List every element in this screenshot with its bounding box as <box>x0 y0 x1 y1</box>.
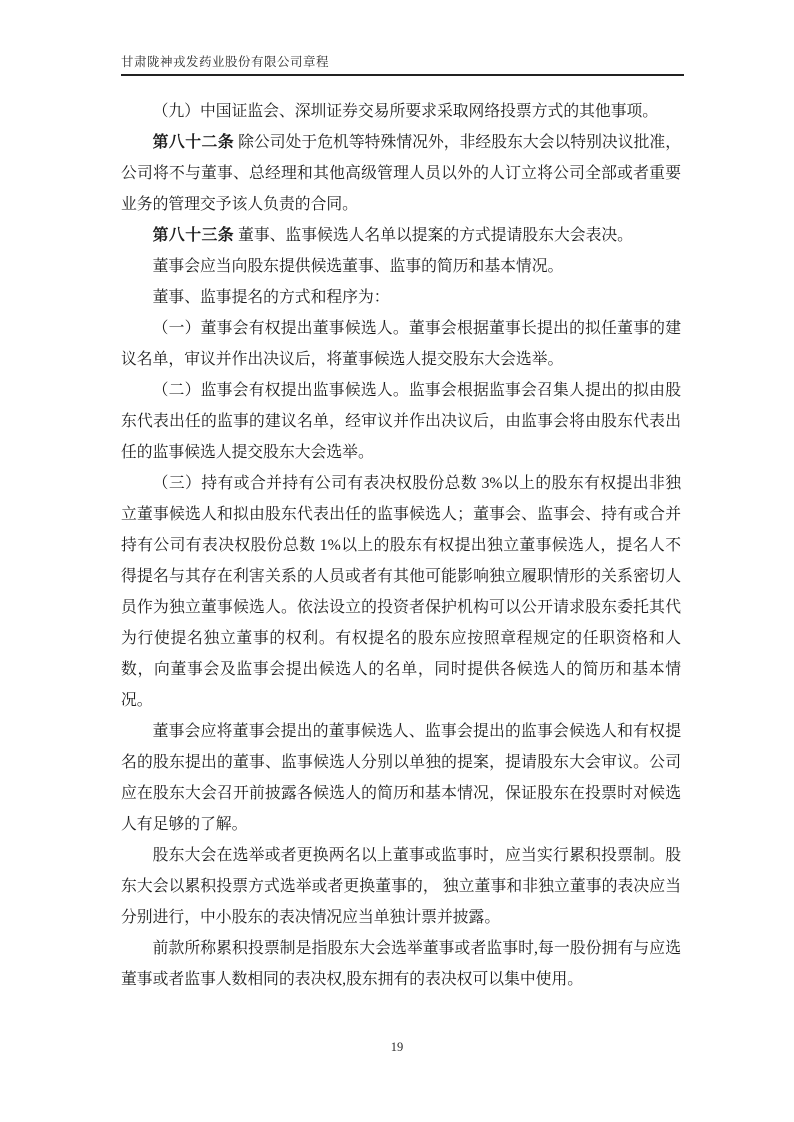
page-number: 19 <box>390 1040 404 1054</box>
paragraph-text: 董事会应当向股东提供候选董事、监事的简历和基本情况。 <box>152 258 564 275</box>
article-number: 第八十三条 <box>152 227 235 244</box>
paragraph <box>121 716 681 840</box>
paragraph-text: 除公司处于危机等特殊情况外，非经股东大会以特别决议批准，公司将不与董事、总经理和其他高级管理人员以外的人订立将公司全部或者重要业务的管理交予该人负责的合同。 <box>121 134 681 213</box>
paragraph <box>121 282 681 313</box>
paragraph <box>121 313 681 375</box>
paragraph <box>121 127 681 220</box>
paragraph-text: （一）董事会有权提出董事候选人。董事会根据董事长提出的拟任董事的建议名单，审议并作出决议后，将董事候选人提交股东大会选举。 <box>121 320 681 368</box>
paragraph <box>121 96 681 127</box>
document-body <box>121 96 681 995</box>
paragraph-text: 董事、监事提名的方式和程序为： <box>152 289 390 306</box>
paragraph <box>121 251 681 282</box>
paragraph <box>121 375 681 468</box>
paragraph <box>121 933 681 995</box>
page-footer <box>0 1038 794 1056</box>
header-divider <box>121 74 684 76</box>
paragraph-text: 股东大会在选举或者更换两名以上董事或监事时，应当实行累积投票制。股东大会以累积投票方式选举或者更换董事的， 独立董事和非独立董事的表决应当分别进行，中小股东的表决情况应当单独计票并披露。 <box>121 847 681 926</box>
paragraph-text: 董事会应将董事会提出的董事候选人、监事会提出的监事会候选人和有权提名的股东提出的董事、监事候选人分别以单独的提案，提请股东大会审议。公司应在股东大会召开前披露各候选人的简历和基本情况，保证股东在投票时对候选人有足够的了解。 <box>121 723 681 833</box>
paragraph-text: （三）持有或合并持有公司有表决权股份总数 3%以上的股东有权提出非独立董事候选人和拟由股东代表出任的监事候选人；董事会、监事会、持有或合并持有公司有表决权股份总数 1%以上的股东有权提出独立董事候选人，提名人不得提名与其存在利害关系的人员或者有其他可能影响独立履职情形的关系密切人员作为独立董事候选人。依法设立的投资者保护机构可以公开请求股东委托其代为行使提名独立董事的权利。有权提名的股东应按照章程规定的任职资格和人数，向董事会及监事会提出候选人的名单，同时提供各候选人的简历和基本情况。 <box>121 475 681 709</box>
paragraph-text: （二）监事会有权提出监事候选人。监事会根据监事会召集人提出的拟由股东代表出任的监事的建议名单，经审议并作出决议后，由监事会将由股东代表出任的监事候选人提交股东大会选举。 <box>121 382 681 461</box>
paragraph-text: 前款所称累积投票制是指股东大会选举董事或者监事时,每一股份拥有与应选董事或者监事人数相同的表决权,股东拥有的表决权可以集中使用。 <box>121 940 681 988</box>
paragraph <box>121 220 681 251</box>
article-number: 第八十二条 <box>152 134 235 151</box>
paragraph <box>121 468 681 716</box>
paragraph-text: 董事、监事候选人名单以提案的方式提请股东大会表决。 <box>234 227 633 244</box>
header-title: 甘肃陇神戎发药业股份有限公司章程 <box>121 55 330 69</box>
paragraph <box>121 840 681 933</box>
page-header <box>121 54 684 70</box>
paragraph-text: （九）中国证监会、深圳证券交易所要求采取网络投票方式的其他事项。 <box>152 103 659 120</box>
